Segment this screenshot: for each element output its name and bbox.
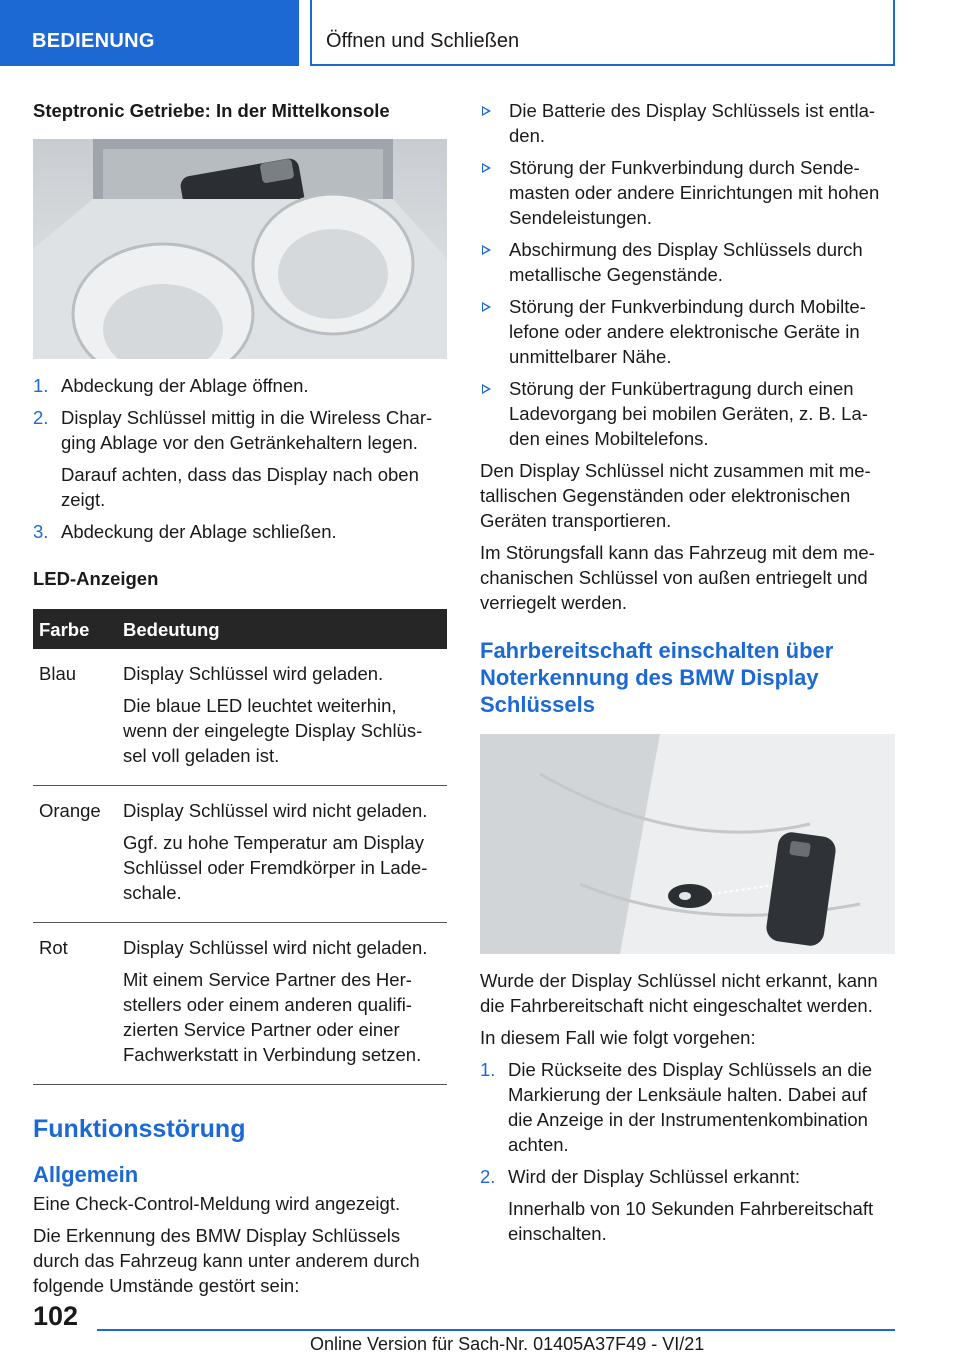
column-header-color: Farbe (33, 609, 117, 649)
list-item (33, 519, 447, 544)
right-column (480, 98, 895, 1253)
page-header (0, 0, 960, 66)
led-meaning-cell (117, 923, 447, 1085)
table-header-row (33, 609, 447, 649)
emergency-detection-steps (480, 1057, 895, 1246)
list-item (33, 373, 447, 398)
bullet-text: Störung der Funkübertragung durch einen Ladevorgang bei mobilen Geräten, z. B. La-den eines Mobiltelefons. (509, 378, 868, 449)
led-meaning-cell (117, 786, 447, 923)
center-console-photo (33, 139, 447, 359)
step-number: 2. (480, 1166, 496, 1187)
list-item (480, 1057, 895, 1157)
section-tab[interactable]: BEDIENUNG (0, 0, 299, 66)
step-text: Abdeckung der Ablage öffnen. (61, 375, 309, 396)
step-text: Die Rückseite des Display Schlüssels an die Markierung der Lenksäule halten. Dabei auf die Anzeige in der Instrumentenkombination achten. (508, 1059, 873, 1155)
fault-causes-list (480, 98, 895, 451)
led-heading: LED-Anzeigen (33, 568, 159, 589)
insert-key-steps (33, 373, 447, 544)
steering-column-photo (480, 734, 895, 954)
table-row (33, 923, 447, 1085)
list-item (480, 1164, 895, 1246)
triangle-bullet-icon (482, 245, 491, 255)
meaning-line: Display Schlüssel wird nicht geladen. (123, 937, 428, 958)
triangle-bullet-icon (482, 302, 491, 312)
led-color-cell: Blau (33, 649, 117, 786)
list-item (480, 155, 895, 230)
step-note: Darauf achten, dass das Display nach oben zeigt. (61, 464, 419, 510)
steptronic-heading: Steptronic Getriebe: In der Mittelkonsole (33, 100, 390, 121)
led-meaning-cell (117, 649, 447, 786)
mechanical-key-paragraph: Im Störungsfall kann das Fahrzeug mit dem me-chanischen Schlüssel von außen entriegelt und verriegelt werden. (480, 542, 875, 613)
transport-paragraph: Den Display Schlüssel nicht zusammen mit me-tallischen Gegenständen oder elektronischen Geräten transportieren. (480, 460, 871, 531)
step-number: 1. (480, 1059, 496, 1080)
meaning-line: Display Schlüssel wird nicht geladen. (123, 800, 428, 821)
triangle-bullet-icon (482, 384, 491, 394)
bullet-text: Störung der Funkverbindung durch Mobilte-lefone oder andere elektronische Geräte in unmittelbarer Nähe. (509, 296, 866, 367)
meaning-detail: Die blaue LED leuchtet weiterhin, wenn der eingelegte Display Schlüs-sel voll geladen ist. (123, 695, 423, 766)
step-text: Display Schlüssel mittig in die Wireless Char-ging Ablage vor den Getränkehaltern legen. (61, 407, 433, 453)
triangle-bullet-icon (482, 106, 491, 116)
online-version-text: Online Version für Sach-Nr. 01405A37F49 - VI/21 (310, 1334, 705, 1354)
table-row (33, 649, 447, 786)
step-number: 2. (33, 407, 49, 428)
step-text: Wird der Display Schlüssel erkannt: (508, 1166, 800, 1187)
ready-heading: Fahrbereitschaft einschalten über Noterkennung des BMW Display Schlüssels (480, 638, 834, 717)
meaning-line: Display Schlüssel wird geladen. (123, 663, 384, 684)
not-detected-paragraph: Wurde der Display Schlüssel nicht erkannt, kann die Fahrbereitschaft nicht eingeschaltet werden. (480, 970, 878, 1016)
table-row (33, 786, 447, 923)
led-color-cell: Orange (33, 786, 117, 923)
step-note: Innerhalb von 10 Sekunden Fahrbereitschaft einschalten. (508, 1198, 874, 1244)
list-item (480, 294, 895, 369)
column-header-meaning: Bedeutung (117, 609, 447, 649)
footer-divider (97, 1329, 895, 1331)
triangle-bullet-icon (482, 163, 491, 173)
list-item (33, 405, 447, 512)
left-column (33, 98, 447, 1305)
step-number: 3. (33, 521, 49, 542)
led-color-cell: Rot (33, 923, 117, 1085)
meaning-detail: Mit einem Service Partner des Her-stellers oder einem anderen qualifi-zierten Service Partner oder einer Fachwerkstatt in Verbindung setzen. (123, 969, 422, 1065)
list-item (480, 98, 895, 148)
chapter-title: Öffnen und Schließen (310, 0, 895, 66)
bullet-text: Abschirmung des Display Schlüssels durch metallische Gegenstände. (509, 239, 863, 285)
step-text: Abdeckung der Ablage schließen. (61, 521, 337, 542)
general-heading: Allgemein (33, 1162, 139, 1187)
led-table (33, 609, 447, 1085)
fault-heading: Funktionsstörung (33, 1115, 246, 1143)
bullet-text: Störung der Funkverbindung durch Sende-masten oder andere Einrichtungen mit hohen Sendeleistungen. (509, 157, 880, 228)
list-item (480, 376, 895, 451)
general-paragraph: Die Erkennung des BMW Display Schlüssels durch das Fahrzeug kann unter anderem durch folgende Umstände gestört sein: (33, 1225, 420, 1296)
page-number: 102 (33, 1301, 79, 1331)
list-item (480, 237, 895, 287)
procedure-intro: In diesem Fall wie folgt vorgehen: (480, 1027, 756, 1048)
general-paragraph: Eine Check-Control-Meldung wird angezeigt. (33, 1193, 401, 1214)
meaning-detail: Ggf. zu hohe Temperatur am Display Schlüssel oder Fremdkörper in Lade-schale. (123, 832, 428, 903)
bullet-text: Die Batterie des Display Schlüssels ist entla-den. (509, 100, 876, 146)
step-number: 1. (33, 375, 49, 396)
